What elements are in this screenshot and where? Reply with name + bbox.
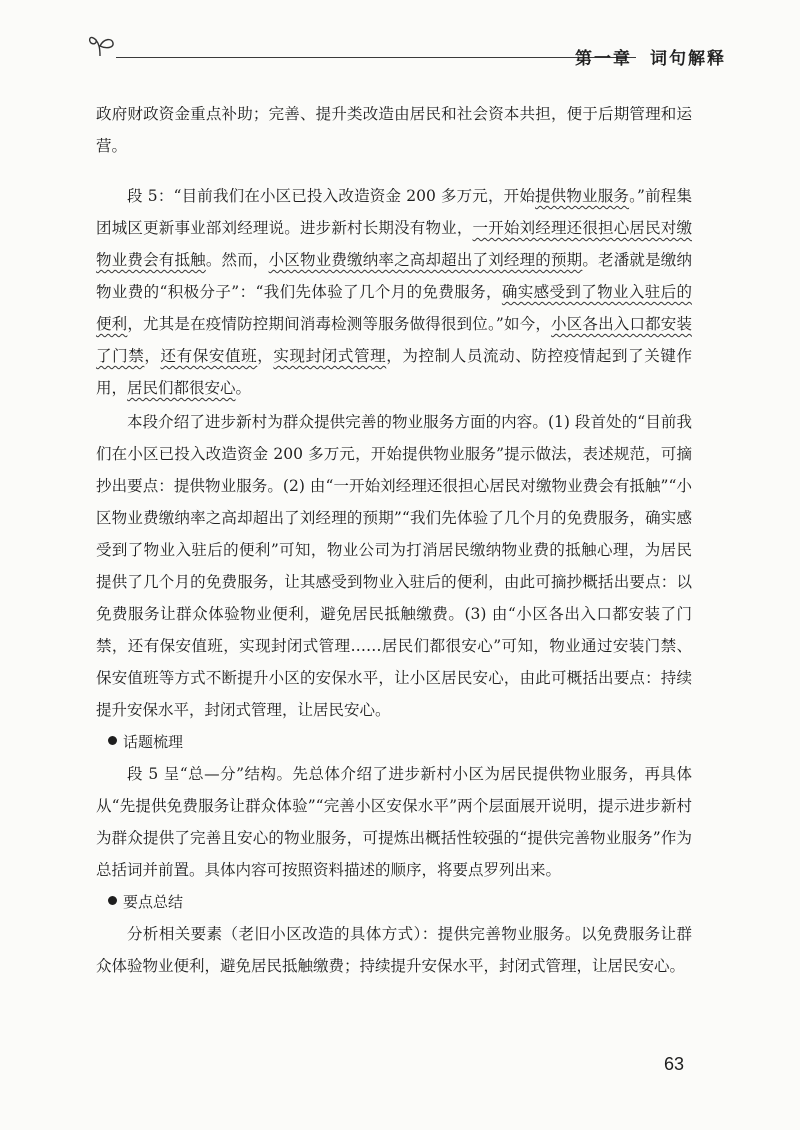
section-title: 词句解释 (650, 49, 726, 69)
sprout-icon (86, 30, 120, 60)
summary-heading (96, 886, 692, 918)
continued-paragraph: 政府财政资金重点补助；完善、提升类改造由居民和社会资本共担，便于后期管理和运营。 (96, 105, 692, 155)
topic-paragraph: 段 5 呈“总—分”结构。先总体介绍了进步新村小区为居民提供物业服务，再具体从“先提供免费服务让群众体验”“完善小区安保水平”两个层面展开说明，提示进步新村为群众提供了完善且安心的物业服务，可提炼出概括性较强的“提供完善物业服务”作为总括词并前置。具体内容可按照资料描述的顺序，将要点罗列出来。 (96, 765, 692, 879)
segment-5-quote (96, 180, 692, 404)
seg5-marked: 还有保安值班 (160, 347, 258, 365)
bullet-icon (108, 896, 117, 905)
seg5-text: 。 (235, 379, 252, 397)
seg5-text: ，为控制人员流动、防控疫情起到了关键作用， (96, 347, 692, 397)
summary-paragraph: 分析相关要素（老旧小区改造的具体方式）：提供完善物业服务。以免费服务让群众体验物业便利，避免居民抵触缴费；持续提升安保水平，封闭式管理，让居民安心。 (96, 925, 692, 975)
page-body (96, 98, 692, 982)
seg5-text: 。”前程集团城区更新事业部刘经理说。进步新村长期没有物业， (96, 187, 692, 237)
seg5-marked: 提供物业服务 (535, 187, 630, 205)
topic-heading-label: 话题梳理 (123, 733, 184, 751)
header-rule (116, 57, 636, 58)
summary-heading-label: 要点总结 (123, 893, 184, 911)
topic-heading (96, 726, 692, 758)
chapter-title (575, 44, 726, 69)
chapter-number: 第一章 (575, 49, 632, 69)
seg5-text: 。然而， (205, 251, 269, 269)
seg5-text: ，尤其是在疫情防控期间消毒检测等服务做得很到位。”如今， (127, 315, 552, 333)
seg5-marked: 居民们都很安心 (127, 379, 236, 397)
seg5-text: ， (144, 347, 161, 365)
page-number: 63 (664, 1054, 685, 1074)
seg5-marked: 一开始刘经理还很担心居民对缴物业费会有抵触 (96, 219, 692, 269)
analysis-paragraph: 本段介绍了进步新村为群众提供完善的物业服务方面的内容。(1) 段首处的“目前我们在小区已投入改造资金 200 多万元，开始提供物业服务”提示做法，表述规范，可摘抄出要点：提供物业服务。(2) 由“一开始刘经理还很担心居民对缴物业费会有抵触”“小区物业费缴纳率之高却超出了刘经理的预期”“我们先体验了几个月的免费服务，确实感受到了物业入驻后的便利”可知，物业公司为打消居民缴纳物业费的抵触心理，为居民提供了几个月的免费服务，让其感受到物业入驻后的便利，由此可摘抄概括出要点：以免费服务让群众体验物业便利，避免居民抵触缴费。(3) 由“小区各出入口都安装了门禁，还有保安值班，实现封闭式管理……居民们都很安心”可知，物业通过安装门禁、保安值班等方式不断提升小区的安保水平，让小区居民安心，由此可概括出要点：持续提升安保水平，封闭式管理，让居民安心。 (96, 413, 692, 719)
seg5-marked: 实现封闭式管理 (273, 347, 387, 365)
running-header (86, 30, 726, 70)
seg5-marked: 小区各出入口都安装了门禁 (96, 315, 692, 365)
seg5-text: ， (257, 347, 274, 365)
seg5-marked: 小区物业费缴纳率之高却超出了刘经理的预期 (268, 251, 583, 269)
seg5-text: 。老潘就是缴纳物业费的“积极分子”：“我们先体验了几个月的免费服务， (96, 251, 692, 301)
bullet-icon (108, 736, 117, 745)
seg5-text: 段 5：“目前我们在小区已投入改造资金 200 多万元，开始 (127, 187, 535, 205)
seg5-marked: 确实感受到了物业入驻后的便利 (96, 283, 692, 333)
